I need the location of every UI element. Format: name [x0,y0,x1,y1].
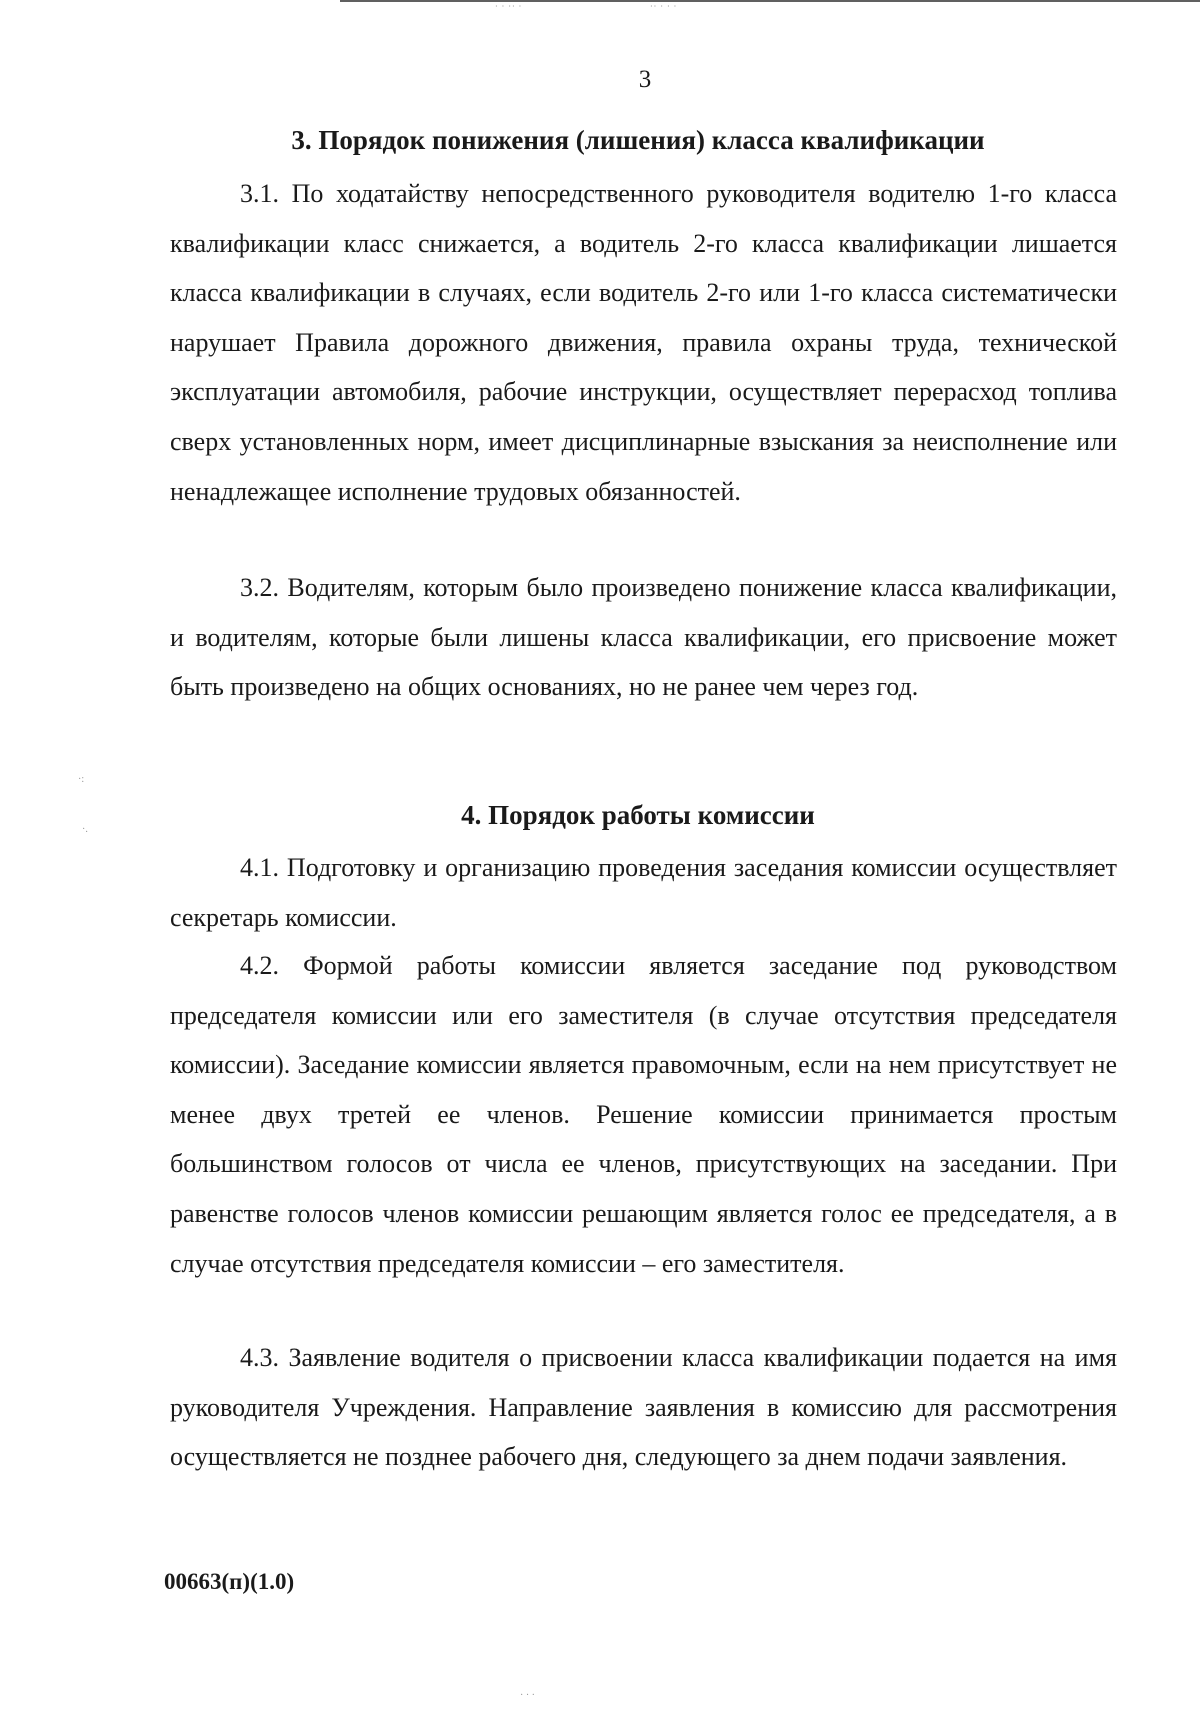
scan-speck: ·. [82,824,88,835]
page-number: 3 [638,66,652,93]
scan-artifact: · · ·· · [495,2,523,11]
paragraph-4-3: 4.3. Заявление водителя о присвоении класса квалификации подается на имя руководителя Учреждения. Направление заявления в комиссию для рассмотрения осуществляется не позднее рабочего дня, следующего за днем подачи заявления. [170,1343,1117,1472]
section-4-heading: 4. Порядок работы комиссии [461,800,815,830]
paragraph-4-1: 4.1. Подготовку и организацию проведения заседания комиссии осуществляет секретарь комиссии. [170,853,1117,932]
paragraph-3-2: 3.2. Водителям, которым было произведено понижение класса квалификации, и водителям, которые были лишены класса квалификации, его присвоение может быть произведено на общих основаниях, но не ранее чем через год. [170,573,1117,702]
scan-artifact: ·· · · · [650,2,678,11]
scan-top-edge [340,0,1200,6]
section-3-heading: 3. Порядок понижения (лишения) класса квалификации [291,125,985,155]
scan-speck: ·: [78,774,85,785]
paragraph-4-2: 4.2. Формой работы комиссии является заседание под руководством председателя комиссии или его заместителя (в случае отсутствия председателя комиссии). Заседание комиссии является правомочным, если на нем присутствует не менее двух третей ее членов. Решение комиссии принимается простым большинством голосов от числа ее членов, присутствующих на заседании. При равенстве голосов членов комиссии решающим является голос ее председателя, а в случае отсутствия председателя комиссии – его заместителя. [170,951,1117,1278]
paragraph-3-1: 3.1. По ходатайству непосредственного руководителя водителю 1-го класса квалификации класс снижается, а водитель 2-го класса квалификации лишается класса квалификации в случаях, если водитель 2-го или 1-го класса систематически нарушает Правила дорожного движения, правила охраны труда, технической эксплуатации автомобиля, рабочие инструкции, осуществляет перерасход топлива сверх установленных норм, имеет дисциплинарные взыскания за неисполнение или ненадлежащее исполнение трудовых обязанностей. [170,179,1117,506]
scan-speck: · · · [520,1690,535,1701]
document-code: 00663(п)(1.0) [164,1569,295,1594]
